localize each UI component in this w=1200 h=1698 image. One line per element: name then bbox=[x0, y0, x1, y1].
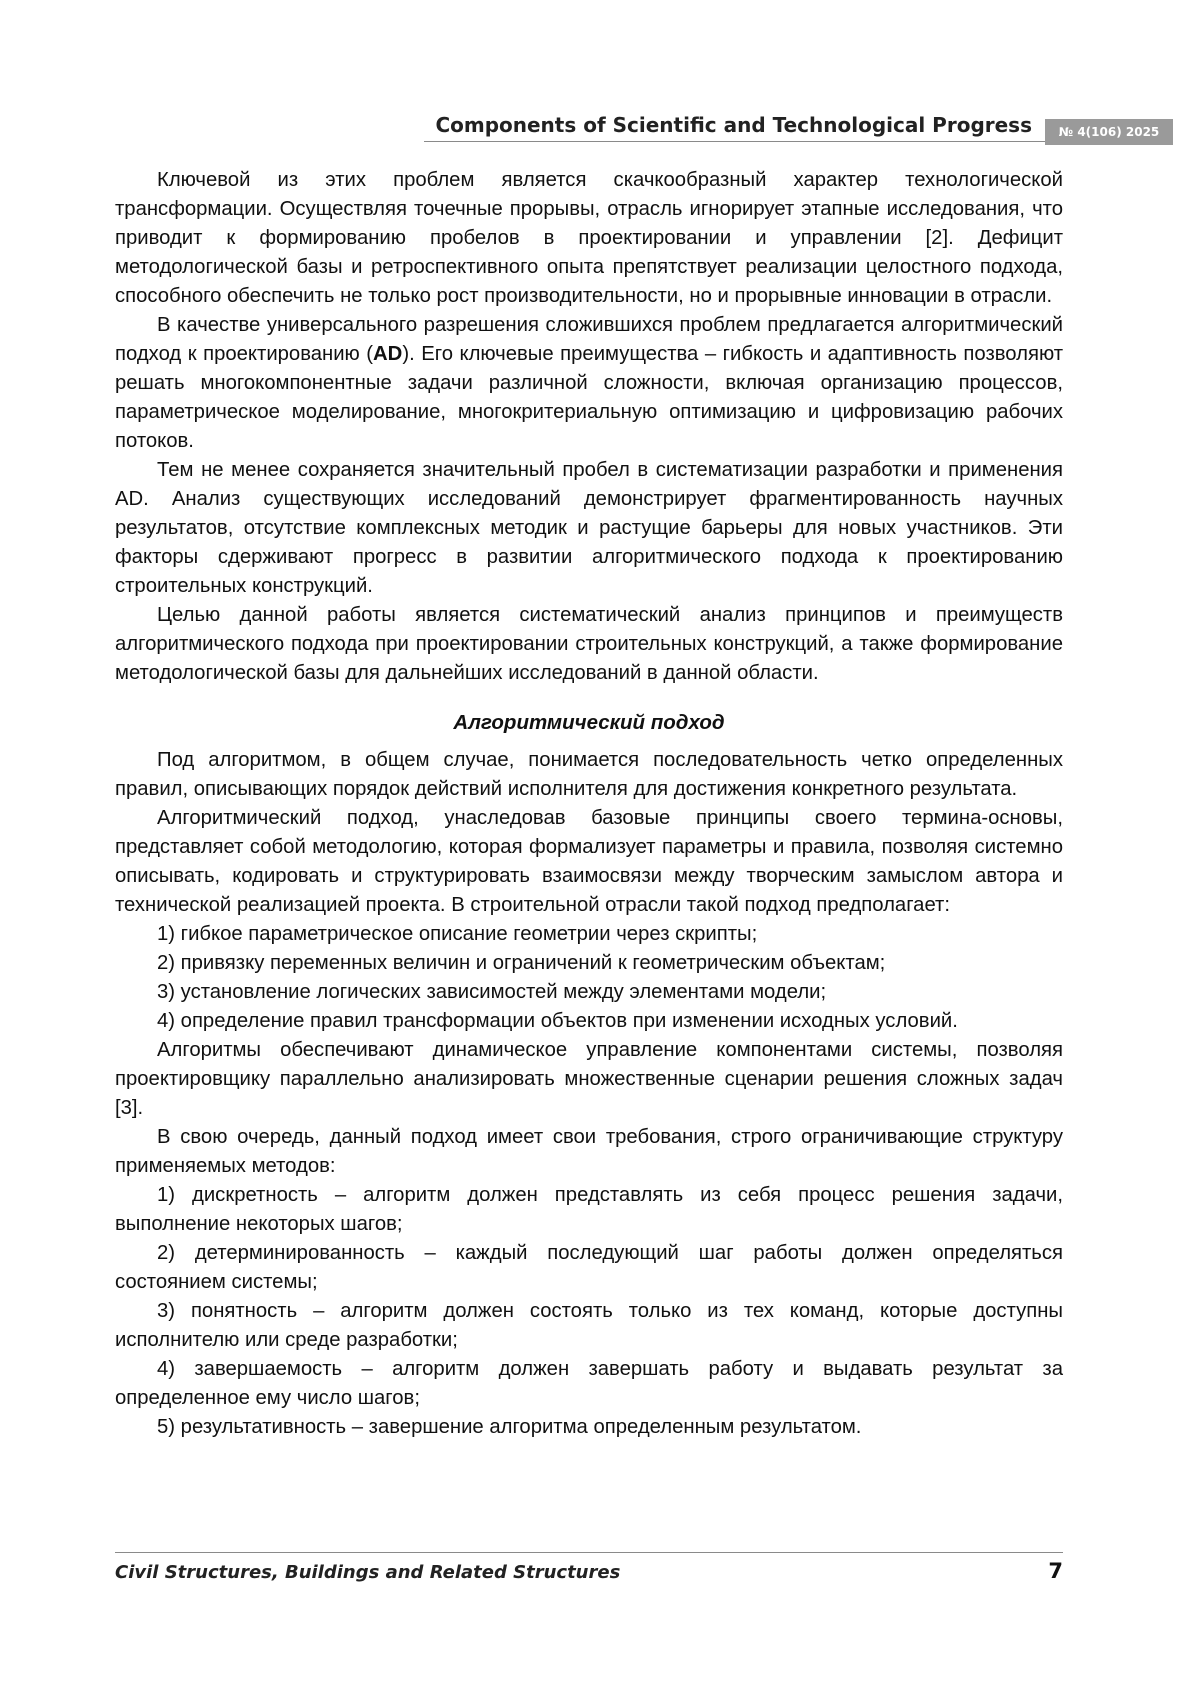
list-item: 2) привязку переменных величин и ограничений к геометрическим объектам; bbox=[157, 952, 886, 974]
article-body bbox=[115, 166, 1063, 1442]
list-item: 5) результативность – завершение алгоритма определенным результатом. bbox=[157, 1416, 862, 1438]
page-number: 7 bbox=[1048, 1559, 1063, 1583]
abbreviation: AD bbox=[373, 343, 403, 365]
header-divider bbox=[424, 141, 1052, 142]
list-item: 3) понятность – алгоритм должен состоять только из тех команд, которые доступны исполнителю или среде разработки; bbox=[115, 1300, 1063, 1351]
paragraph: Целью данной работы является систематический анализ принципов и преимуществ алгоритмического подхода при проектировании строительных конструкций, а также формирование методологической базы для дальнейших исследований в данной области. bbox=[115, 604, 1063, 684]
paragraph: Тем не менее сохраняется значительный пробел в систематизации разработки и применения AD. Анализ существующих исследований демонстрирует фрагментированность научных результатов, отсутствие комплексных методик и растущие барьеры для новых участников. Эти факторы сдерживают прогресс в развитии алгоритмического подхода к проектированию строительных конструкций. bbox=[115, 459, 1063, 597]
footer-journal-name: Civil Structures, Buildings and Related Structures bbox=[115, 1562, 621, 1583]
footer-divider bbox=[115, 1552, 1063, 1553]
list-item: 1) гибкое параметрическое описание геометрии через скрипты; bbox=[157, 923, 758, 945]
paragraph: Алгоритмы обеспечивают динамическое управление компонентами системы, позволяя проектировщику параллельно анализировать множественные сценарии решения сложных задач [3]. bbox=[115, 1039, 1063, 1119]
list-item: 4) завершаемость – алгоритм должен завершать работу и выдавать результат за определенное ему число шагов; bbox=[115, 1358, 1063, 1409]
issue-badge: № 4(106) 2025 bbox=[1045, 119, 1173, 145]
paragraph: Под алгоритмом, в общем случае, понимается последовательность четко определенных правил, описывающих порядок действий исполнителя для достижения конкретного результата. bbox=[115, 749, 1063, 800]
paragraph: Ключевой из этих проблем является скачкообразный характер технологической трансформации. Осуществляя точечные прорывы, отрасль игнорирует этапные исследования, что приводит к формированию пробелов в проектировании и управлении [2]. Дефицит методологической базы и ретроспективного опыта препятствует реализации целостного подхода, способного обеспечить не только рост производительности, но и прорывные инновации в отрасли. bbox=[115, 169, 1063, 307]
paragraph-text: В качестве универсального разрешения сложившихся проблем предлагается алгоритмический подход к проектированию ( bbox=[115, 314, 1063, 365]
section-heading: Алгоритмический подход bbox=[453, 711, 725, 734]
paragraph: В свою очередь, данный подход имеет свои требования, строго ограничивающие структуру применяемых методов: bbox=[115, 1126, 1063, 1177]
paragraph: Алгоритмический подход, унаследовав базовые принципы своего термина-основы, представляет собой методологию, которая формализует параметры и правила, позволяя системно описывать, кодировать и структурировать взаимосвязи между творческим замыслом автора и технической реализацией проекта. В строительной отрасли такой подход предполагает: bbox=[115, 807, 1063, 916]
list-item: 4) определение правил трансформации объектов при изменении исходных условий. bbox=[157, 1010, 958, 1032]
list-item: 3) установление логических зависимостей между элементами модели; bbox=[157, 981, 827, 1003]
paragraph bbox=[115, 311, 1063, 456]
journal-title: Components of Scientific and Technological Progress bbox=[435, 113, 1032, 137]
list-item: 2) детерминированность – каждый последующий шаг работы должен определяться состоянием системы; bbox=[115, 1242, 1063, 1293]
paragraph-text: ). Его ключевые преимущества – гибкость и адаптивность позволяют решать многокомпонентные задачи различной сложности, включая организацию процессов, параметрическое моделирование, многокритериальную оптимизацию и цифровизацию рабочих потоков. bbox=[115, 343, 1063, 452]
list-item: 1) дискретность – алгоритм должен представлять из себя процесс решения задачи, выполнение некоторых шагов; bbox=[115, 1184, 1063, 1235]
